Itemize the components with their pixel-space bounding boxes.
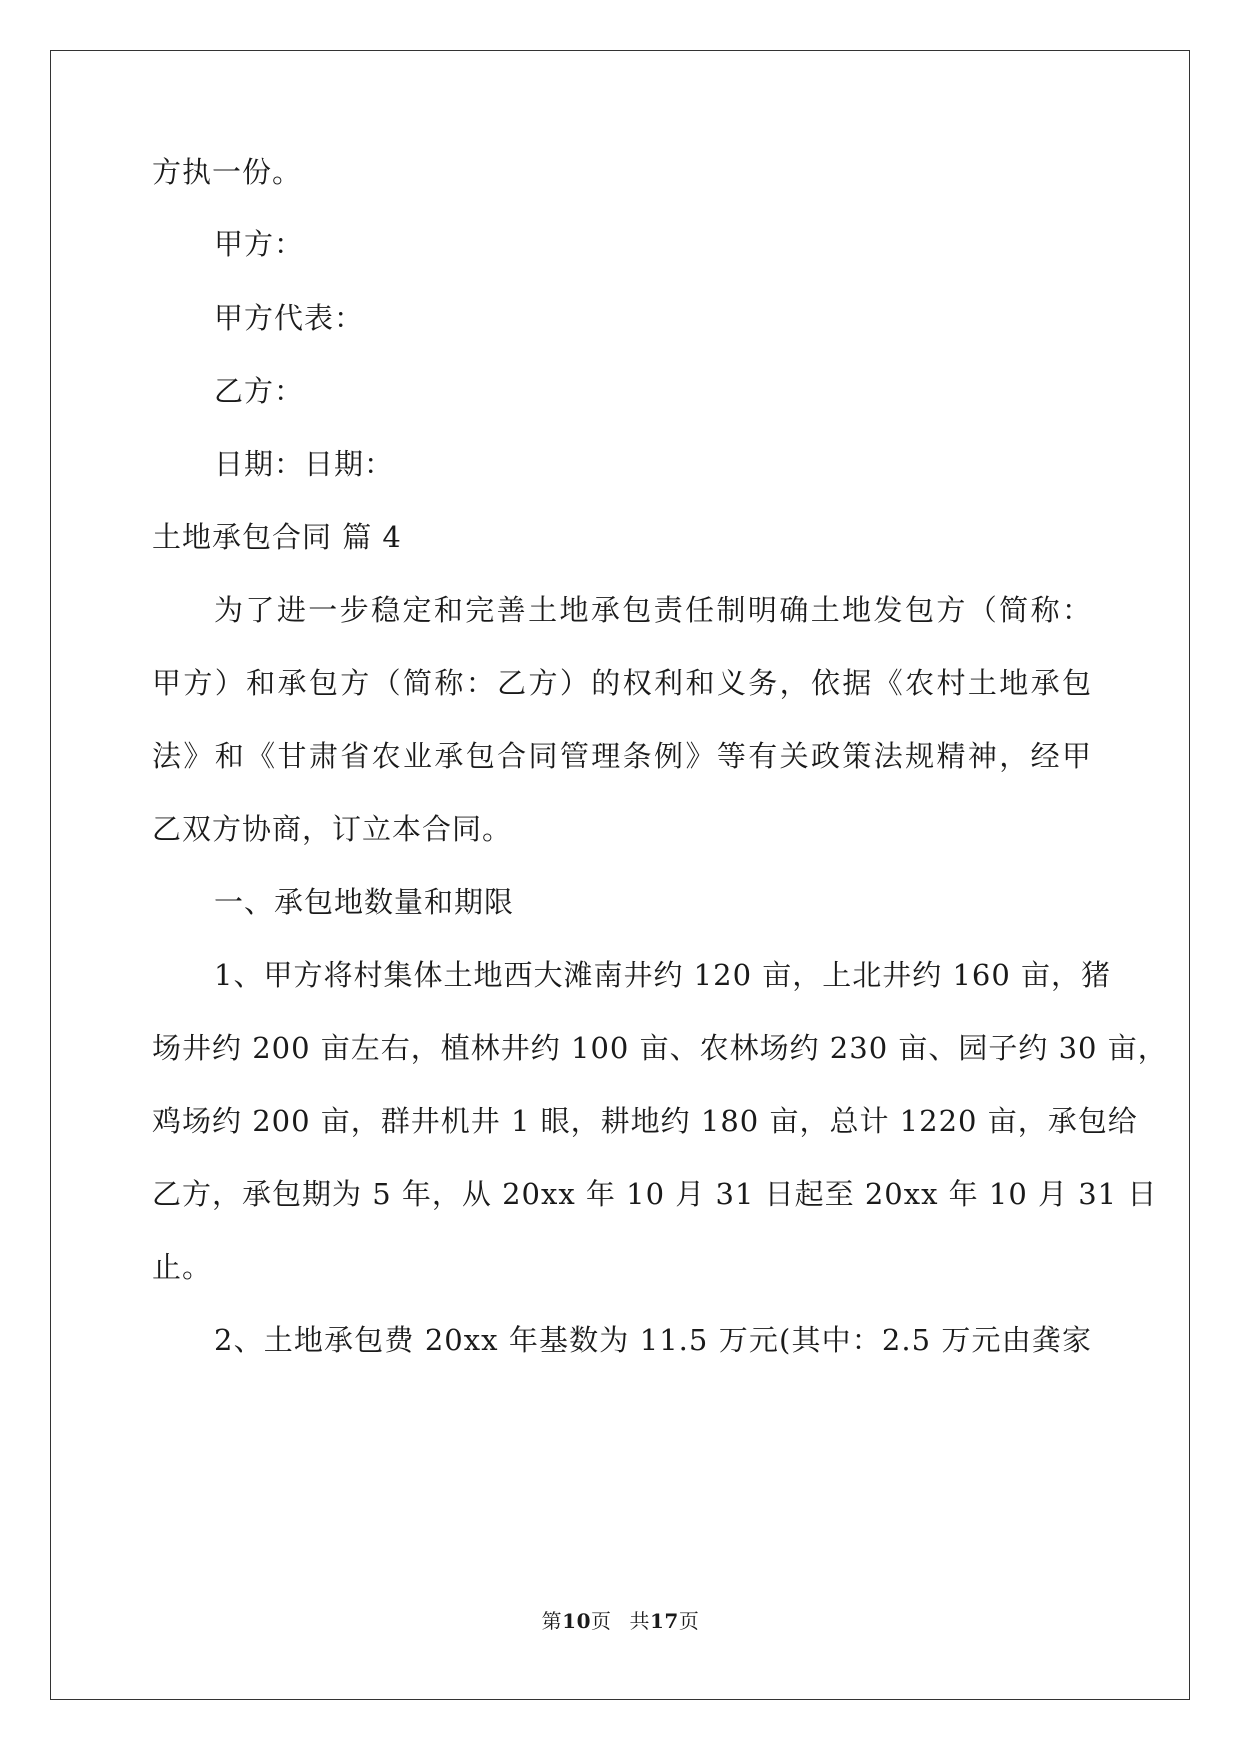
section-heading: 土地承包合同 篇 4	[152, 520, 402, 554]
paragraph-line: 1、甲方将村集体土地西大滩南井约 120 亩，上北井约 160 亩，猪	[214, 958, 1112, 992]
paragraph-line: 法》和《甘肃省农业承包合同管理条例》等有关政策法规精神，经甲	[152, 739, 1092, 773]
date-label: 日期：日期：	[214, 447, 395, 481]
text-line: 方执一份。	[152, 155, 303, 189]
total-prefix: 共	[629, 1609, 650, 1633]
paragraph-line: 场井约 200 亩左右，植林井约 100 亩、农林场约 230 亩、园子约 30 亩，	[152, 1031, 1168, 1065]
party-a-representative-label: 甲方代表：	[214, 301, 365, 335]
clause-heading: 一、承包地数量和期限	[214, 885, 515, 919]
party-a-label: 甲方：	[214, 227, 305, 261]
paragraph-line: 止。	[152, 1250, 213, 1284]
page-footer	[0, 1607, 1241, 1635]
paragraph-line: 为了进一步稳定和完善土地承包责任制明确土地发包方（简称：	[214, 593, 1092, 627]
page-number: 10	[562, 1609, 591, 1633]
paragraph-line: 乙双方协商，订立本合同。	[152, 812, 513, 846]
paragraph-line: 鸡场约 200 亩，群井机井 1 眼，耕地约 180 亩，总计 1220 亩，承包给	[152, 1104, 1138, 1138]
total-pages: 17	[650, 1609, 679, 1633]
paragraph-line: 2、土地承包费 20xx 年基数为 11.5 万元(其中：2.5 万元由龚家	[214, 1323, 1092, 1357]
paragraph-line: 乙方，承包期为 5 年，从 20xx 年 10 月 31 日起至 20xx 年 10 月 31 日	[152, 1177, 1158, 1211]
paragraph-line: 甲方）和承包方（简称：乙方）的权利和义务，依据《农村土地承包	[152, 666, 1092, 700]
page-prefix: 第	[541, 1609, 563, 1633]
total-suffix: 页	[678, 1609, 700, 1633]
page-suffix: 页	[591, 1609, 612, 1633]
party-b-label: 乙方：	[214, 374, 305, 408]
